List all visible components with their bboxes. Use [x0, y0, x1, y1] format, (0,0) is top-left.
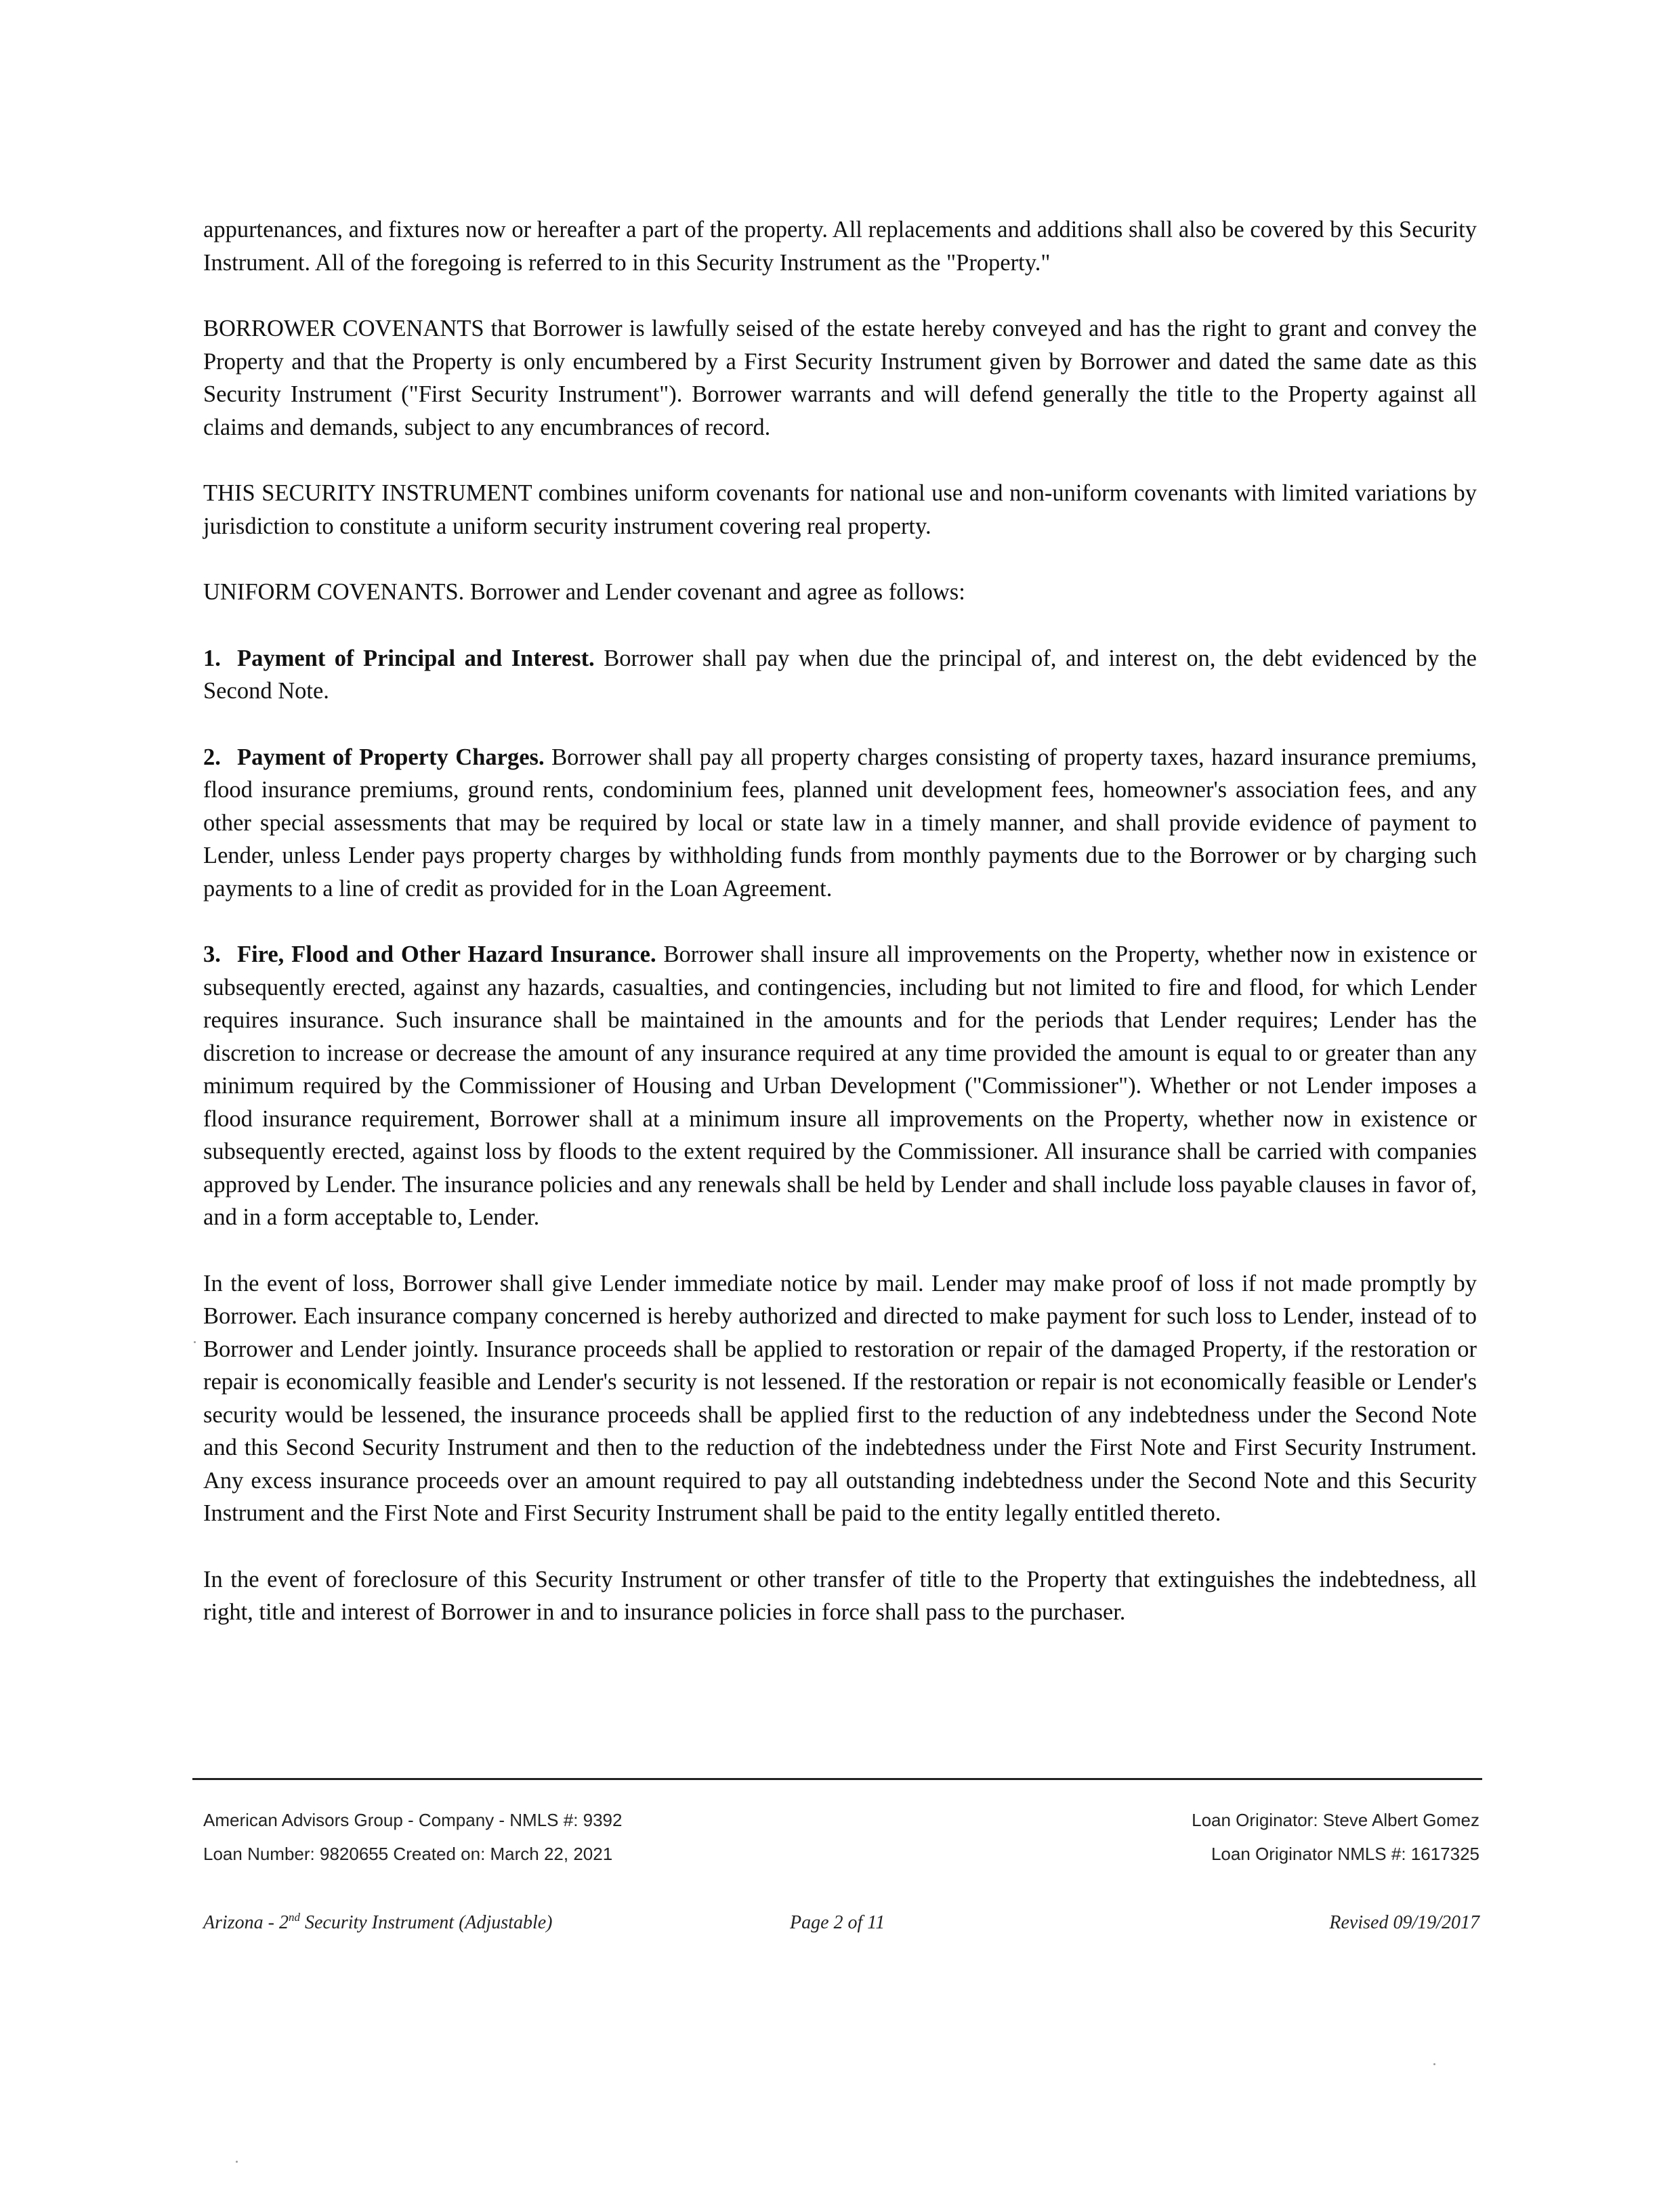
covenant-text: Borrower shall pay all property charges consisting of property taxes, hazard insurance premiums, flood insurance premiums, ground rents, condominium fees, planned unit development fees, homeowner's association fees, and any other special assessments that may be required by local or state law in a timely manner, and shall provide evidence of payment to Lender, unless Lender pays property charges by withholding funds from monthly payments due to the Borrower or by charging such payments to a line of credit as provided for in the Loan Agreement.	[203, 744, 1477, 902]
revision-date: Revised 09/19/2017	[1329, 1912, 1479, 1933]
form-name-superscript: nd	[289, 1911, 300, 1924]
loss-paragraph: In the event of loss, Borrower shall give Lender immediate notice by mail. Lender may make proof of loss if not made promptly by Borrower. Each insurance company concerned is hereby authorized and directed to make payment for such loss to Lender, instead of to Borrower and Lender jointly. Insurance proceeds shall be applied to restoration or repair of the damaged Property, if the restoration or repair is economically feasible and Lender's security is not lessened. If the restoration or repair is not economically feasible or Lender's security would be lessened, the insurance proceeds shall be applied first to the reduction of any indebtedness under the Second Note and this Second Security Instrument and then to the reduction of the indebtedness under the First Note and First Security Instrument. Any excess insurance proceeds over an amount required to pay all outstanding indebtedness under the Second Note and this Security Instrument and the First Note and First Security Instrument shall be paid to the entity legally entitled thereto.	[203, 1270, 1477, 1526]
footer-divider	[192, 1778, 1482, 1780]
footer-company: American Advisors Group - Company - NMLS #: 9392	[203, 1810, 623, 1830]
borrower-covenants-paragraph: BORROWER COVENANTS that Borrower is lawfully seised of the estate hereby conveyed and has the right to grant and convey the Property and that the Property is only encumbered by a First Security Instrument given by Borrower and dated the same date as this Security Instrument ("First Security Instrument"). Borrower warrants and will defend generally the title to the Property against all claims and demands, subject to any encumbrances of record.	[203, 316, 1477, 440]
covenant-heading: Fire, Flood and Other Hazard Insurance.	[237, 942, 656, 967]
covenant-text: Borrower shall insure all improvements on the Property, whether now in existence or subsequently erected, against any hazards, casualties, and contingencies, including but not limited to fire and flood, for which Lender requires insurance. Such insurance shall be maintained in the amounts and for the periods that Lender requires; Lender has the discretion to increase or decrease the amount of any insurance required at any time provided the amount is equal to or greater than any minimum required by the Commissioner of Housing and Urban Development ("Commissioner"). Whether or not Lender imposes a flood insurance requirement, Borrower shall at a minimum insure all improvements on the Property, whether now in existence or subsequently erected, against loss by floods to the extent required by the Commissioner. All insurance shall be carried with companies approved by Lender. The insurance policies and any renewals shall be held by Lender and shall include loss payable clauses in favor of, and in a form acceptable to, Lender.	[203, 942, 1477, 1230]
covenant-1	[203, 642, 1477, 708]
scan-speck	[1433, 2063, 1435, 2065]
footer-originator: Loan Originator: Steve Albert Gomez	[1192, 1810, 1479, 1830]
covenant-2	[203, 741, 1477, 906]
document-body	[203, 213, 1477, 1629]
covenant-number: 3.	[203, 942, 221, 967]
form-name-prefix: Arizona - 2	[203, 1912, 289, 1933]
footer-originator-nmls: Loan Originator NMLS #: 1617325	[1211, 1844, 1479, 1864]
footer-loan-number: Loan Number: 9820655 Created on: March 22, 2021	[203, 1844, 613, 1864]
covenant-text: Borrower shall pay when due the principal of, and interest on, the debt evidenced by the Second Note.	[203, 645, 1477, 704]
covenant-number: 2.	[203, 744, 221, 770]
property-paragraph: appurtenances, and fixtures now or hereafter a part of the property. All replacements and additions shall also be covered by this Security Instrument. All of the foregoing is referred to in this Security Instrument as the "Property."	[203, 217, 1477, 276]
uniform-covenants-paragraph: UNIFORM COVENANTS. Borrower and Lender covenant and agree as follows:	[203, 579, 965, 605]
covenant-3	[203, 938, 1477, 1234]
foreclosure-paragraph: In the event of foreclosure of this Security Instrument or other transfer of title to the Property that extinguishes the indebtedness, all right, title and interest of Borrower in and to insurance policies in force shall pass to the purchaser.	[203, 1566, 1477, 1625]
form-name-suffix: Security Instrument (Adjustable)	[300, 1912, 553, 1933]
page-number: Page 2 of 11	[790, 1912, 885, 1933]
scan-speck	[236, 2161, 238, 2163]
covenant-heading: Payment of Property Charges.	[237, 744, 545, 770]
form-name	[203, 1912, 552, 1934]
security-instrument-paragraph: THIS SECURITY INSTRUMENT combines uniform covenants for national use and non-uniform covenants with limited variations by jurisdiction to constitute a uniform security instrument covering real property.	[203, 480, 1477, 539]
covenant-heading: Payment of Principal and Interest.	[237, 645, 595, 671]
covenant-number: 1.	[203, 645, 221, 671]
scan-speck	[194, 1341, 196, 1343]
